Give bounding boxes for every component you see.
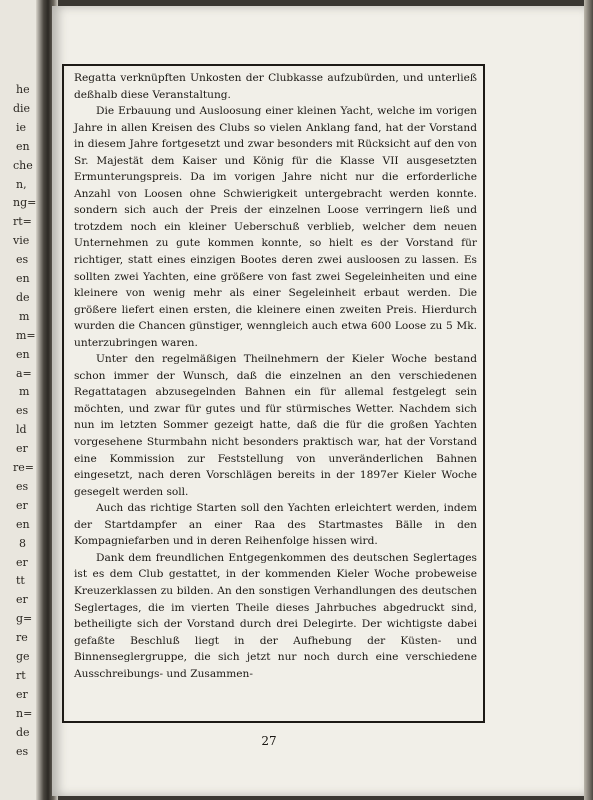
page-number: 27 <box>261 734 277 748</box>
left-page-fragment: m= <box>16 328 36 342</box>
left-page-fragment: rt= <box>13 215 32 229</box>
left-page-fragment: n, <box>16 177 27 191</box>
left-page-fragment: a= <box>16 366 32 380</box>
left-page-fragment: ie <box>16 120 27 134</box>
left-page-fragment: re= <box>13 461 34 474</box>
left-page-fragment: er <box>16 555 28 569</box>
left-page-fragment: g= <box>16 612 33 626</box>
left-page-fragment: vie <box>13 234 30 248</box>
paragraph: Auch das richtige Starten soll den Yachten erleichtert werden, indem der Startdampfer an einer Raa des Startmastes Bälle in den Kompagniefarben und in deren Reihenfolge hissen wird. <box>74 502 477 548</box>
left-page-fragment: m <box>19 385 30 399</box>
left-page-fragment: es <box>16 479 29 493</box>
left-page-fragment: re <box>16 631 28 645</box>
left-page-fragment: en <box>16 139 30 153</box>
left-page-fragment: de <box>16 725 30 739</box>
left-page-fragment: ge <box>16 650 30 663</box>
page-edge-shadow <box>584 0 593 800</box>
left-page-fragment: es <box>16 404 29 418</box>
left-page-fragment: en <box>16 272 30 285</box>
left-page-fragment: che <box>13 158 33 172</box>
left-page-fragment: es <box>16 744 29 758</box>
left-page-fragment: de <box>16 290 30 304</box>
paragraph: Dank dem freundlichen Entgegenkommen des deutschen Seglertages ist es dem Club gestattet, in der kommenden Kieler Woche probeweise Kreuzerklassen zu bilden. An den sonstigen Verhandlungen des deutschen Seglertages, die im vierten Theile dieses Jahrbuches abgedruckt sind, betheiligte sich der Vorstand durch drei Delegirte. Der wichtigste dabei gefaßte Beschluß liegt in der Aufhebung der Küsten- und Binnenseglergruppe, die sich jetzt nur noch durch eine verschiedene Ausschreibungs- und Zusammen- <box>74 551 477 680</box>
left-page-fragment: rt <box>16 668 26 682</box>
left-page-fragment: n= <box>16 706 33 720</box>
left-page-fragment: 8 <box>19 536 26 550</box>
left-page-fragment: tt <box>16 574 25 588</box>
left-page-fragment: er <box>16 593 28 607</box>
body-text <box>74 70 477 682</box>
paragraph: Unter den regelmäßigen Theilnehmern der Kieler Woche bestand schon immer der Wunsch, daß die einzelnen an den verschiedenen Regattatagen abzusegelnden Bahnen ein für allemal festgelegt sein möchten, und zwar für gutes und für stürmisches Wetter. Nachdem sich nun im letzten Sommer gezeigt hatte, daß die für die großen Yachten vorgesehene Sturmbahn nicht besonders praktisch war, hat der Vorstand eine Kommission zur Feststellung von unveränderlichen Bahnen eingesetzt, nach deren Vorschlägen bereits in der 1897er Kieler Woche gesegelt werden soll. <box>74 353 477 498</box>
left-page-fragment: es <box>16 253 29 267</box>
left-page-fragment: en <box>16 517 30 531</box>
left-page-fragment: en <box>16 347 30 361</box>
left-page-fragment: ld <box>16 423 27 437</box>
left-page-fragment: ng= <box>13 196 37 210</box>
paragraph: Regatta verknüpften Unkosten der Clubkasse aufzubürden, und unterließ deßhalb diese Veranstaltung. <box>74 72 477 101</box>
left-page-fragment: er <box>16 687 28 701</box>
left-page-fragment: die <box>13 101 31 115</box>
paragraph: Die Erbauung und Ausloosung einer kleinen Yacht, welche im vorigen Jahre in allen Kreisen des Clubs so vielen Anklang fand, hat der Vorstand in diesem Jahre fortgesetzt und zwar besonders mit Rücksicht auf den von Sr. Majestät dem Kaiser und König für die Klasse VII ausgesetzten Ermunterungspreis. Da im vorigen Jahre nicht nur die erforderliche Anzahl von Loosen ohne Schwierigkeit untergebracht werden konnte. sondern sich auch der Preis der einzelnen Loose verringern ließ und trotzdem noch ein kleiner Ueberschuß verblieb, welcher dem neuen Unternehmen zu gute kommen konnte, so hielt es der Vorstand für richtiger, statt eines einzigen Bootes deren zwei ausloosen zu lassen. Es sollten zwei Yachten, eine größere von fast zwei Segeleinheiten und eine kleinere von wenig mehr als einer Segeleinheit erbaut werden. Die größere liefert einen ersten, die kleinere einen zweiten Preis. Hierdurch wurden die Chancen günstiger, wenngleich auch etwa 600 Loose zu 5 Mk. unterzubringen waren. <box>74 105 477 349</box>
left-page-fragment: he <box>16 83 30 96</box>
left-page-fragment: er <box>16 442 28 456</box>
left-page-fragment: er <box>16 498 28 512</box>
left-page-fragment: m <box>19 309 30 323</box>
